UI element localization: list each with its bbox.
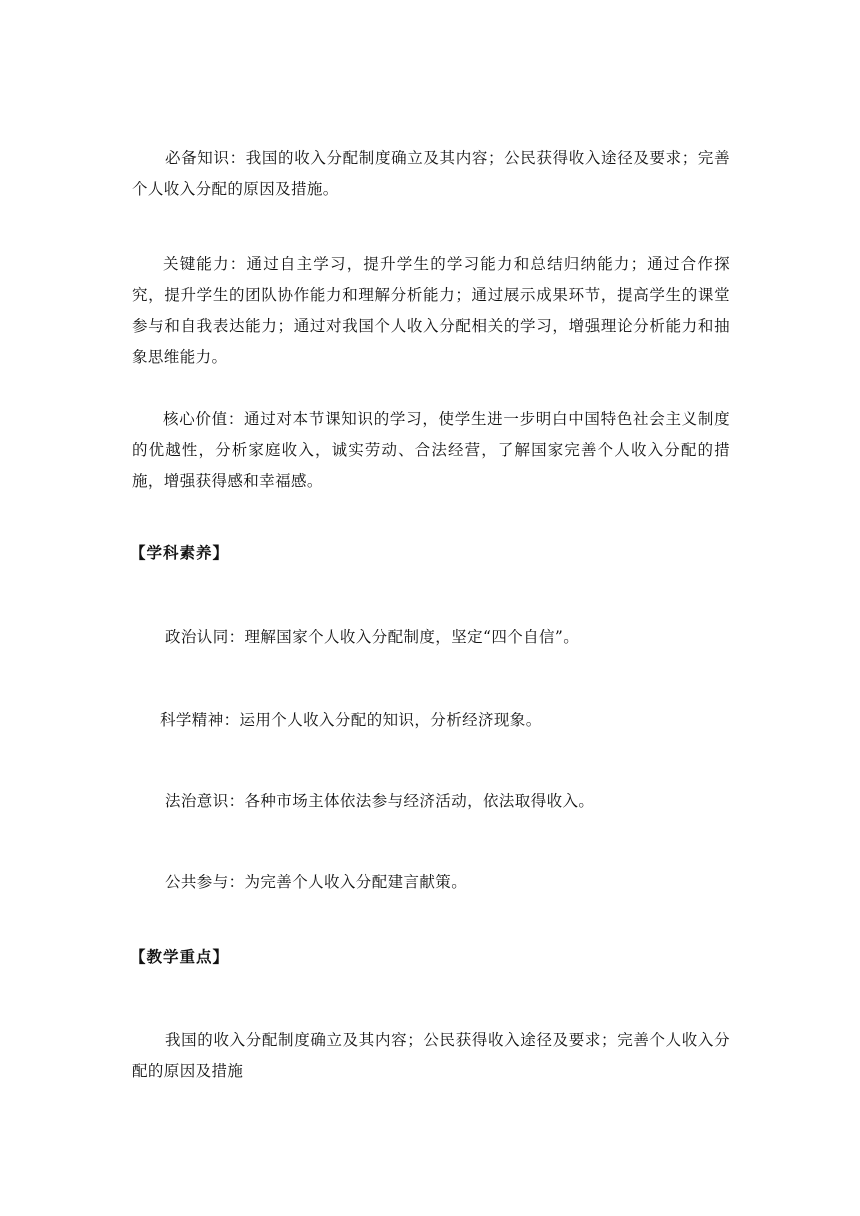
knowledge-paragraph: 必备知识：我国的收入分配制度确立及其内容；公民获得收入途径及要求；完善个人收入分配的原因及措施。 [132,149,730,198]
science-spirit-paragraph: 科学精神：运用个人收入分配的知识，分析经济现象。 [160,711,542,729]
teaching-focus-heading: 【教学重点】 [130,947,230,966]
ability-paragraph: 关键能力：通过自主学习，提升学生的学习能力和总结归纳能力；通过合作探究，提升学生的团队协作能力和理解分析能力；通过展示成果环节，提高学生的课堂参与和自我表达能力；通过对我国个人收入分配相关的学习，增强理论分析能力和抽象思维能力。 [132,255,730,366]
law-awareness-paragraph: 法治意识：各种市场主体依法参与经济活动，依法取得收入。 [165,792,595,810]
literacy-heading: 【学科素养】 [130,543,230,562]
political-identity-paragraph: 政治认同：理解国家个人收入分配制度，坚定“四个自信”。 [165,628,580,646]
teaching-focus-paragraph: 我国的收入分配制度确立及其内容；公民获得收入途径及要求；完善个人收入分配的原因及措施 [132,1031,730,1080]
public-participation-paragraph: 公共参与：为完善个人收入分配建言献策。 [165,873,468,891]
value-paragraph: 核心价值：通过对本节课知识的学习，使学生进一步明白中国特色社会主义制度的优越性，分析家庭收入，诚实劳动、合法经营，了解国家完善个人收入分配的措施，增强获得感和幸福感。 [132,410,730,490]
